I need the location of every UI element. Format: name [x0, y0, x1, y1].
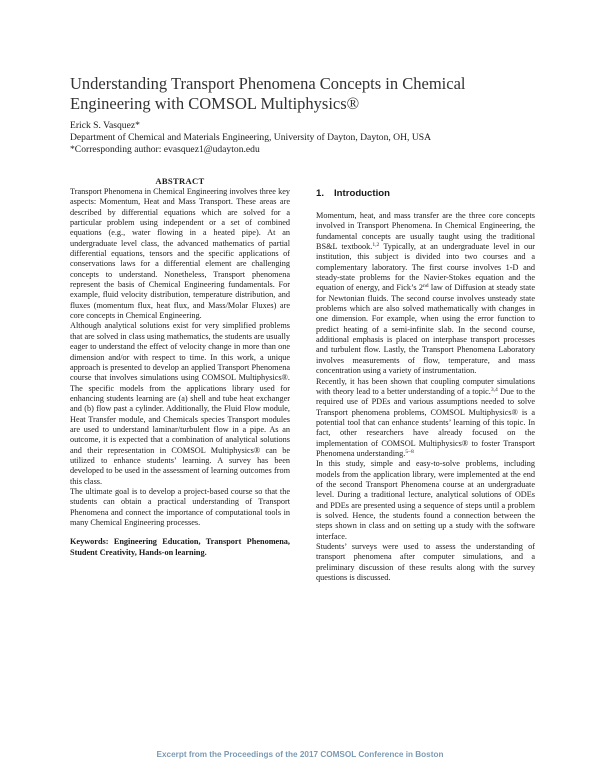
- left-column: [70, 187, 290, 558]
- ordinal-superscript: nd: [423, 283, 429, 290]
- intro-paragraph-3: In this study, simple and easy-to-solve problems, including models from the application library, were implemented at the end of the second Transport Phenomena course at an undergraduate level. During a traditional lecture, analytical solutions of ODEs and PDEs are presented using a sequence of steps until a problem is solved. Hence, the students found a connection between the steps shown in class and on setting up a study with the software interface.: [316, 459, 535, 541]
- section-number: 1.: [316, 188, 325, 199]
- right-column: [316, 187, 535, 583]
- author-affiliation: Department of Chemical and Materials Engineering, University of Dayton, Dayton, OH, USA: [70, 132, 432, 143]
- abstract-heading: ABSTRACT: [155, 176, 205, 186]
- intro-paragraph-4: Students’ surveys were used to assess the understanding of transport phenomena after computer simulations, and a preliminary discussion of these results along with the survey questions is discussed.: [316, 542, 535, 583]
- section-heading-introduction: [316, 188, 535, 199]
- intro-p1-text-b: Typically, at an undergraduate level in our institution, this subject is divided into two courses and a complementary laboratory. The first course involves 1-D and steady-state problems for the Navier-Stokes equation and the equation of energy, and Fick’s 2: [316, 242, 535, 293]
- paper-title: Understanding Transport Phenomena Concepts in Chemical Engineering with COMSOL Multiphysics®: [70, 74, 466, 113]
- author-name: Erick S. Vasquez*: [70, 120, 140, 131]
- section-title: Introduction: [334, 188, 390, 199]
- corresponding-author: *Corresponding author: evasquez1@udayton.edu: [70, 144, 260, 155]
- intro-paragraph-2: [316, 377, 535, 460]
- intro-paragraph-1: [316, 211, 535, 377]
- intro-p1-text-a: Momentum, heat, and mass transfer are the three core concepts involved in Transport Phenomena. In Chemical Engineering, the fundamental concepts are usually taught using the traditional BS&L textbook.: [316, 211, 535, 252]
- citation-superscript: 3,4: [490, 386, 498, 393]
- citation-superscript: 1,2: [372, 242, 380, 249]
- abstract-paragraph-3: The ultimate goal is to develop a project-based course so that the students can obtain a practical understanding of Transport Phenomena and connect the importance of computational tools in many Chemical Engineering processes.: [70, 486, 290, 527]
- intro-p2-text-b: Due to the required use of PDEs and various assumptions needed to solve Transport phenomena problems, COMSOL Multiphysics® is a potential tool that can enhance students’ learning of this topic. In fact, other researchers have already focused on the implementation of COMSOL Multiphysics® to foster Transport Phenomena understanding.: [316, 386, 535, 458]
- keywords: Keywords: Engineering Education, Transport Phenomena, Student Creativity, Hands-on learning.: [70, 537, 290, 557]
- citation-superscript: 5–8: [405, 448, 414, 455]
- proceedings-footer: Excerpt from the Proceedings of the 2017 COMSOL Conference in Boston: [156, 750, 444, 759]
- intro-p2-text-a: Recently, it has been shown that coupling computer simulations with theory lead to a better understanding of a topic.: [316, 376, 535, 396]
- intro-p1-text-c: law of Diffusion at steady state for Newtonian fluids. The second course involves unsteady state problems which are also solved mathematically with changes in one dimension. For example, when using the error function to predict heating of a semi-infinite slab. In the second course, additional emphasis is placed on interphase transport processes and turbulent flow. Lastly, the Transport Phenomena Laboratory involves measurements of flow, temperature, and mass concentration using a variety of instrumentation.: [316, 283, 536, 376]
- abstract-paragraph-1: Transport Phenomena in Chemical Engineering involves three key aspects: Momentum, Heat and Mass Transport. These areas are described by differential equations which are solved for a particular problem using independent or a set of combined equations (e.g., water flowing in a heated pipe). At an undergraduate level class, the advanced mathematics of partial differential equations, tensors and the specific applications of conservations laws for a differential element are challenging concepts to understand. Nonetheless, Transport phenomena represent the basis of Chemical Engineering fundamentals. For example, fluid velocity distribution, temperature distribution, and fluxes (momentum flux, heat flux, and Mass/Molar Fluxes) are core concepts in Chemical Engineering.: [70, 187, 290, 321]
- abstract-paragraph-2: Although analytical solutions exist for very simplified problems that are solved in class using mathematics, the students are usually eager to understand the effect of velocity change in more than one dimension and/or with respect to time. In this work, a unique approach is presented to develop an applied Transport Phenomena course that involves simulations using COMSOL Multiphysics®. The specific models from the applications library used for enhancing students learning are (a) shell and tube heat exchanger and (b) flow past a cylinder. Additionally, the Fluid Flow module, Heat Transfer module, and Chemicals species Transport modules are used to understand laminar/turbulent flow in a pipe. As an outcome, it is expected that a combination of analytical solutions and their representation in COMSOL Multiphysics® can be utilized to enhance students’ learning. A survey has been developed to be used in the assessment of learning outcomes from this class.: [70, 321, 290, 486]
